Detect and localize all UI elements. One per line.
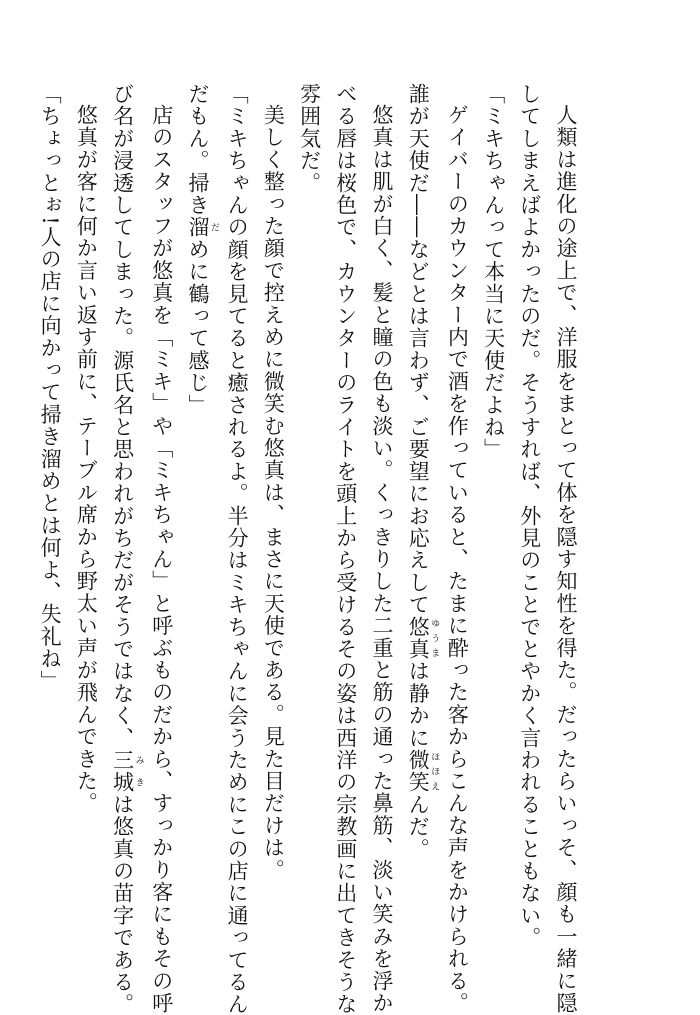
furigana-ruby: 溜 だ (185, 216, 219, 239)
text-column: 雰囲気だ。 (297, 83, 322, 194)
text-column: 「ミキちゃんって本当に天使だよね」 (481, 83, 506, 461)
text-column: ゲイバーのカウンター内で酒を作っていると、たまに酔った客からこんな声をかけられる。 (445, 104, 470, 1015)
vertical-text-block (32, 83, 584, 1015)
text-column: 「ミキちゃんの顔を見てると癒されるよ。半分はミキちゃんに会うためにこの店に通ってるん (225, 83, 250, 1015)
furigana-ruby: 微笑 ほほえ (406, 749, 440, 794)
text-column: してしまえばよかったのだ。そうすれば、外見のことでとやかく言われることもない。 (517, 83, 542, 949)
text-column: 美しく整った顔で控えめに微笑む悠真は、まさに天使である。見た目だけは。 (261, 104, 286, 881)
text-column: 人類は進化の途上で、洋服をまとって体を隠す知性を得た。だったらいっそ、顔も一緒に隠 (554, 104, 578, 1015)
text-column: 悠真は肌が白く、髪と瞳の色も淡い。くっきりした二重と筋の通った鼻筋、淡い笑みを浮か (369, 104, 394, 1015)
furigana-ruby: 悠真 ゆうま (406, 615, 440, 661)
text-column: 悠真が客に何か言い返す前に、テーブル席から野太い声が飛んできた。 (74, 104, 99, 815)
furigana-ruby: 三城 みき (110, 749, 144, 794)
text-column: 店のスタッフが悠真を「ミキ」や「ミキちゃん」と呼ぶものだから、すっかり客にもその呼 (149, 104, 174, 1015)
text-column: べる唇は桜色で、カウンターのライトを頭上から受けるその姿は西洋の宗教画に出てきそうな (333, 83, 358, 1015)
text-column: だもん。掃き溜 だめに鶴って感じ」 (185, 83, 219, 417)
text-column: 誰が天使だ――などとは言わず、ご要望にお応えして悠真 ゆうまは静かに微笑 ほほえんだ。 (406, 83, 440, 861)
text-column: び名が浸透してしまった。源氏名と思われがちだがそうではなく、三城 みきは悠真の苗字である。 (110, 83, 144, 1015)
text-column: 「ちょっとぉ!人の店に向かって掃き溜めとは何よ、失礼ね」 (38, 83, 63, 693)
